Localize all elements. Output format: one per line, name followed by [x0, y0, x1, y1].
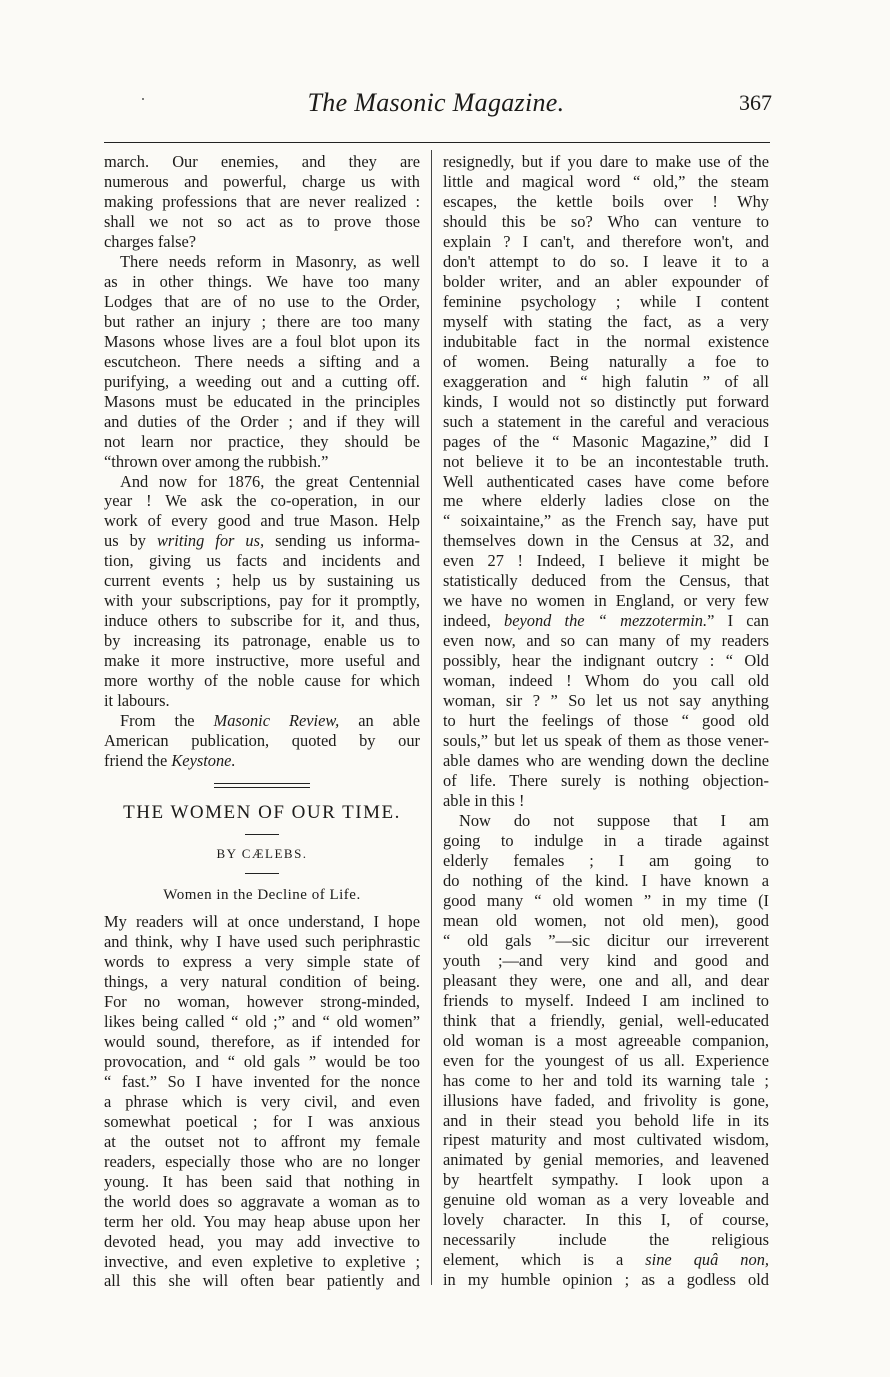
text-line: going to indulge in a tirade against [443, 830, 769, 850]
text-line: pleasant they were, one and all, and dear [443, 970, 769, 990]
text-line: necessarily include the religious [443, 1230, 769, 1250]
text-line: should this be so? Who can venture to [443, 211, 769, 231]
text-line: And now for 1876, the great Centennial [120, 471, 420, 491]
text-line: There needs reform in Masonry, as well [120, 251, 420, 271]
text-line: and think, why I have used such periphrastic [104, 932, 420, 951]
text-line: tion, giving us facts and incidents and [104, 551, 420, 571]
text-line: mean old women, not old men), good [443, 910, 769, 930]
text-line: has come to her and told its warning tale ; [443, 1070, 769, 1090]
section-divider [214, 783, 310, 788]
text-line: indeed, beyond the “ mezzotermin.” I can [443, 611, 769, 631]
text-line: make it more instructive, more useful and [104, 651, 420, 671]
text-line: not believe it to be an incontestable truth. [443, 451, 769, 471]
text-line: elderly females ; I am going to [443, 850, 769, 870]
text-line: myself with stating the fact, as a very [443, 311, 769, 331]
text-line: From the Masonic Review, an able [120, 711, 420, 731]
text-line: even for the youngest of us all. Experience [443, 1050, 769, 1070]
text-line: youth ;—and very kind and good and [443, 950, 769, 970]
text-line: old woman is a most agreeable companion, [443, 1030, 769, 1050]
text-line: young. It has been said that nothing in [104, 1171, 420, 1191]
text-line: indubitable fact in the normal existence [443, 331, 769, 351]
journal-title: The Masonic Magazine. [307, 88, 565, 117]
text-line: exaggeration and “ high falutin ” of all [443, 371, 769, 391]
text-line: with your subscriptions, pay for it promptly, [104, 591, 420, 611]
text-line: things, a very natural condition of being. [104, 971, 420, 991]
text-line: in my humble opinion ; as a godless old [443, 1270, 769, 1290]
text-line: element, which is a sine quâ non, [443, 1250, 769, 1270]
text-line: march. Our enemies, and they are [104, 152, 420, 171]
text-line: the world does so aggravate a woman as to [104, 1191, 420, 1211]
text-line: term her old. You may heap abuse upon her [104, 1211, 420, 1231]
text-line: words to express a very simple state of [104, 951, 420, 971]
text-line: by increasing its patronage, enable us to [104, 631, 420, 651]
text-line: illusions have faded, and frivolity is gone, [443, 1090, 769, 1110]
text-line: do nothing of the kind. I have known a [443, 870, 769, 890]
paragraph-reform [104, 252, 420, 472]
text-line: “ soixaintaine,” as the French say, have put [443, 511, 769, 531]
paragraph-centennial [104, 472, 420, 712]
text-line: all this she will often bear patiently and [104, 1271, 420, 1291]
right-column [443, 152, 769, 1290]
text-line: by heartfelt sympathy. I look upon a [443, 1170, 769, 1190]
text-line: us by writing for us, sending us informa- [104, 531, 420, 551]
text-line: provocation, and “ old gals ” would be too [104, 1051, 420, 1071]
source-attribution [104, 711, 420, 771]
text-line: genuine old woman as a very loveable and [443, 1190, 769, 1210]
text-line: themselves down in the Census at 32, and [443, 531, 769, 551]
text-line: at the outset not to affront my female [104, 1131, 420, 1151]
text-line: not learn nor practice, they should be [104, 431, 420, 451]
text-line: of life. There surely is nothing objection- [443, 771, 769, 791]
text-line: a phrase which is very civil, and even [104, 1091, 420, 1111]
text-line: readers, especially those who are no longer [104, 1151, 420, 1171]
text-line: escutcheon. There needs a sifting and a [104, 351, 420, 371]
text-line: somewhat poetical ; for I was anxious [104, 1111, 420, 1131]
text-line: possibly, hear the indignant outcry : “ Old [443, 651, 769, 671]
paragraph-resignedly [443, 152, 769, 811]
text-line: shall we not so act as to prove those [104, 211, 420, 231]
text-line: and duties of the Order ; and if they will [104, 411, 420, 431]
text-line: souls,” but let us speak of them as those vener- [443, 731, 769, 751]
text-line: to hurt the feelings of those “ good old [443, 711, 769, 731]
text-line: induce others to subscribe for it, and thus, [104, 611, 420, 631]
paragraph-now [443, 811, 769, 1290]
text-line: pages of the “ Masonic Magazine,” did I [443, 431, 769, 451]
text-line: Masons whose lives are a foul blot upon its [104, 331, 420, 351]
byline-rule [245, 873, 279, 874]
text-line: invective, and even expletive to expletive ; [104, 1251, 420, 1271]
text-line: American publication, quoted by our [104, 731, 420, 751]
text-line: friend the Keystone. [104, 751, 236, 771]
text-line: more worthy of the noble cause for which [104, 671, 420, 691]
text-line: lovely character. In this I, of course, [443, 1210, 769, 1230]
text-line: “ old gals ”—sic dicitur our irreverent [443, 930, 769, 950]
text-line: we have no women in England, or very few [443, 591, 769, 611]
left-column [104, 152, 420, 1291]
text-line: work of every good and true Mason. Help [104, 511, 420, 531]
article-title: THE WOMEN OF OUR TIME. [123, 802, 401, 824]
text-line: such a statement in the careful and veracious [443, 411, 769, 431]
text-line: even now, and so can many of my readers [443, 631, 769, 651]
text-line: feminine psychology ; while I content [443, 291, 769, 311]
text-line: making professions that are never realized : [104, 191, 420, 211]
text-line: purifying, a weeding out and a cutting off. [104, 371, 420, 391]
title-rule [245, 834, 279, 835]
text-line: able dames who are wending down the decline [443, 751, 769, 771]
text-line: likes being called “ old ;” and “ old women” [104, 1011, 420, 1031]
article-body-start [104, 912, 420, 1291]
text-line: Masons must be educated in the principles [104, 391, 420, 411]
header-rule [104, 142, 770, 143]
text-line: year ! We ask the co-operation, in our [104, 491, 420, 511]
text-line: statistically deduced from the Census, that [443, 571, 769, 591]
text-line: My readers will at once understand, I hope [104, 912, 420, 932]
text-line: current events ; help us by sustaining us [104, 571, 420, 591]
text-line: Lodges that are of no use to the Order, [104, 291, 420, 311]
text-line: woman, indeed ! Whom do you call old [443, 671, 769, 691]
text-line: and in their stead you behold life in its [443, 1110, 769, 1130]
column-divider [431, 150, 432, 1285]
text-line: animated by genial memories, and leavened [443, 1150, 769, 1170]
text-line: it labours. [104, 691, 170, 711]
text-line: even 27 ! Indeed, I believe it might be [443, 551, 769, 571]
text-line: but rather an injury ; there are too many [104, 311, 420, 331]
text-line: Well authenticated cases have come before [443, 471, 769, 491]
text-line: resignedly, but if you dare to make use of the [443, 152, 769, 171]
text-line: “ fast.” So I have invented for the nonce [104, 1071, 420, 1091]
text-line: Now do not suppose that I am [459, 810, 769, 830]
text-line: of women. Being naturally a foe to [443, 351, 769, 371]
text-line: think that a friendly, genial, well-educated [443, 1010, 769, 1030]
text-line: ripest maturity and most cultivated wisdom, [443, 1130, 769, 1150]
text-line: good many “ old women ” in my time (I [443, 890, 769, 910]
text-line: For no woman, however strong-minded, [104, 991, 420, 1011]
text-line: bolder writer, and an abler expounder of [443, 271, 769, 291]
text-line: as in other things. We have too many [104, 271, 420, 291]
text-line: don't attempt to do so. I leave it to a [443, 251, 769, 271]
text-line: explain ? I can't, and therefore won't, and [443, 231, 769, 251]
text-line: would sound, therefore, as if intended for [104, 1031, 420, 1051]
text-line: woman, sir ? ” So let us not say anything [443, 691, 769, 711]
article-byline: BY CÆLEBS. [216, 846, 308, 862]
text-line: friends to myself. Indeed I am inclined to [443, 990, 769, 1010]
text-line: little and magical word “ old,” the steam [443, 171, 769, 191]
text-line: escapes, the kettle boils over ! Why [443, 191, 769, 211]
text-line: numerous and powerful, charge us with [104, 171, 420, 191]
text-line: kinds, I would not so distinctly put forward [443, 391, 769, 411]
text-line: charges false? [104, 231, 197, 251]
page-number: 367 [739, 90, 772, 115]
paragraph-march [104, 152, 420, 252]
running-header [100, 88, 772, 122]
text-line: able in this ! [443, 791, 525, 810]
text-line: devoted head, you may add invective to [104, 1231, 420, 1251]
text-line: “thrown over among the rubbish.” [104, 451, 329, 471]
text-line: me where elderly ladies close on the [443, 491, 769, 511]
article-subtitle: Women in the Decline of Life. [163, 887, 361, 904]
